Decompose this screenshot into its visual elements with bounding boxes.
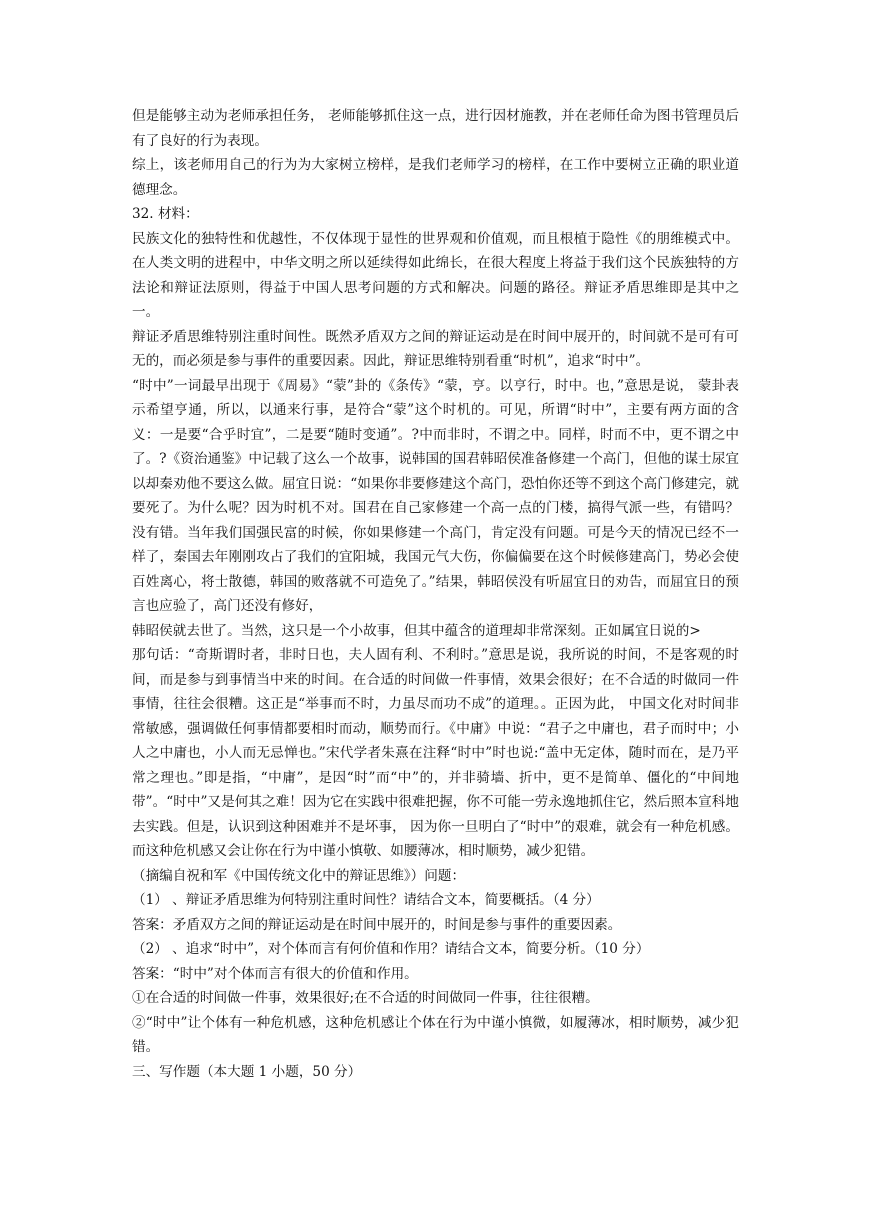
answer-2: 答案：“时中”对个体而言有很大的价值和作用。 [132, 965, 418, 982]
question-2: （2） 、追求“时中”，对个体而言有何价值和作用？请结合文本，简要分析。（10 分） [132, 941, 650, 957]
question-1: （1） 、辩证矛盾思维为何特别注重时间性？请结合文本，简要概括。（4 分） [132, 892, 600, 908]
answer-1: 答案：矛盾双方之间的辩证运动是在时间中展开的，时间是参与事件的重要因素。 [132, 916, 622, 933]
answer-2-point-1: ①在合适的时间做一件事，效果很好;在不合适的时间做同一件事，往往很糟。 [132, 990, 599, 1006]
paragraph-1: 但是能够主动为老师承担任务， 老师能够抓住这一点，进行因材施教，并在老师任命为图书管理员后有了良好的行为表现。 [132, 108, 739, 149]
section-heading-writing: 三、写作题（本大题 1 小题，50 分） [132, 1063, 362, 1080]
paragraph-7: 韩昭侯就去世了。当然，这只是一个小故事，但其中蕴含的道理却非常深刻。正如属宜日说的> [132, 622, 701, 639]
paragraph-4: 民族文化的独特性和优越性，不仅体现于显性的世界观和价值观，而且根植于隐性《的朋维模式中。在人类文明的进程中，中华文明之所以延续得如此绵长，在很大程度上将益于我们这个民族独特的方法论和辩证法原则，得益于中国人思考问题的方式和解决。问题的路径。辩证矛盾思维即是其中之一。 [132, 230, 739, 320]
source-citation: （摘编自祝和军《中国传统文化中的辩证思维》）问题： [132, 867, 466, 884]
paragraph-6: “时中”一词最早出现于《周易》“蒙”卦的《条传》“蒙，亨。以亨行，时中。也，”意思是说， 蒙卦表示希望亨通，所以，以通来行事，是符合“蒙”这个时机的。可见，所谓“时中”，主要有两方面的含义：一是要“合乎时宜”，二是要“随时变通”。?中而非时，不谓之中。同样，时而不中，更不谓之中了。?《资治通鉴》中记载了这么一个故事，说韩国的国君韩昭侯准备修建一个高门，但他的谋士尿宜以却秦劝他不要这么做。屈宜日说：“如果你非要修建这个高门，恐怕你还等不到这个高门修建完，就要死了。为什么呢？因为时机不对。国君在自己家修建一个高一点的门楼，搞得气派一些，有错吗？没有错。当年我们国强民富的时候，你如果修建一个高门，肯定没有问题。可是今天的情况已经不一样了，秦国去年刚刚攻占了我们的宜阳城，我国元气大伤，你偏偏要在这个时候修建高门，势必会使百姓离心，将士散德，韩国的败落就不可造免了。”结果，韩昭侯没有听屈宜日的劝告，而屈宜日的预言也应验了，高门还没有修好， [132, 377, 739, 614]
question-number: 32. 材料： [132, 206, 199, 222]
paragraph-2: 综上，该老师用自己的行为为大家树立榜样，是我们老师学习的榜样，在工作中要树立正确的职业道德理念。 [132, 157, 739, 198]
answer-2-point-2: ②“时中”让个体有一种危机感，这种危机感让个体在行为中谨小慎微，如履薄冰，相时顺势，减少犯错。 [132, 1014, 739, 1055]
document-body [132, 104, 739, 1084]
paragraph-5: 辩证矛盾思维特别注重时间性。既然矛盾双方之间的辩证运动是在时间中展开的，时间就不是可有可无的，而必须是参与事件的重要因素。因此，辩证思维特别看重“时机”，追求“时中”。 [132, 328, 739, 369]
paragraph-8: 那句话：“奇斯谓时者，非时日也，夫人固有利、不利时。”意思是说，我所说的时间，不是客观的时间，而是参与到事情当中来的时间。在合适的时间做一件事情，效果会很好；在不合适的时做同一件事情，往往会很糟。这正是“举事而不时，力虽尽而功不成”的道理。。正因为此， 中国文化对时间非常敏感，强调做任何事情都要相时而动，顺势而行。《中庸》中说：“君子之中庸也，君子而时中；小人之中庸也，小人而无忌惮也。”宋代学者朱熹在注释“时中”时也说:“盖中无定体，随时而在，是乃平常之理也。”即是指，“中庸”，是因“时”而“中”的，并非骑墙、折中，更不是简单、僵化的“中间地带”。“时中”又是何其之难！因为它在实践中很难把握，你不可能一劳永逸地抓住它，然后照本宣科地去实践。但是，认识到这种困难并不是坏事， 因为你一旦明白了“时中”的艰难，就会有一种危机感。而这种危机感又会让你在行为中谨小慎敬、如腰薄冰，相时顺势，减少犯错。 [132, 647, 739, 859]
